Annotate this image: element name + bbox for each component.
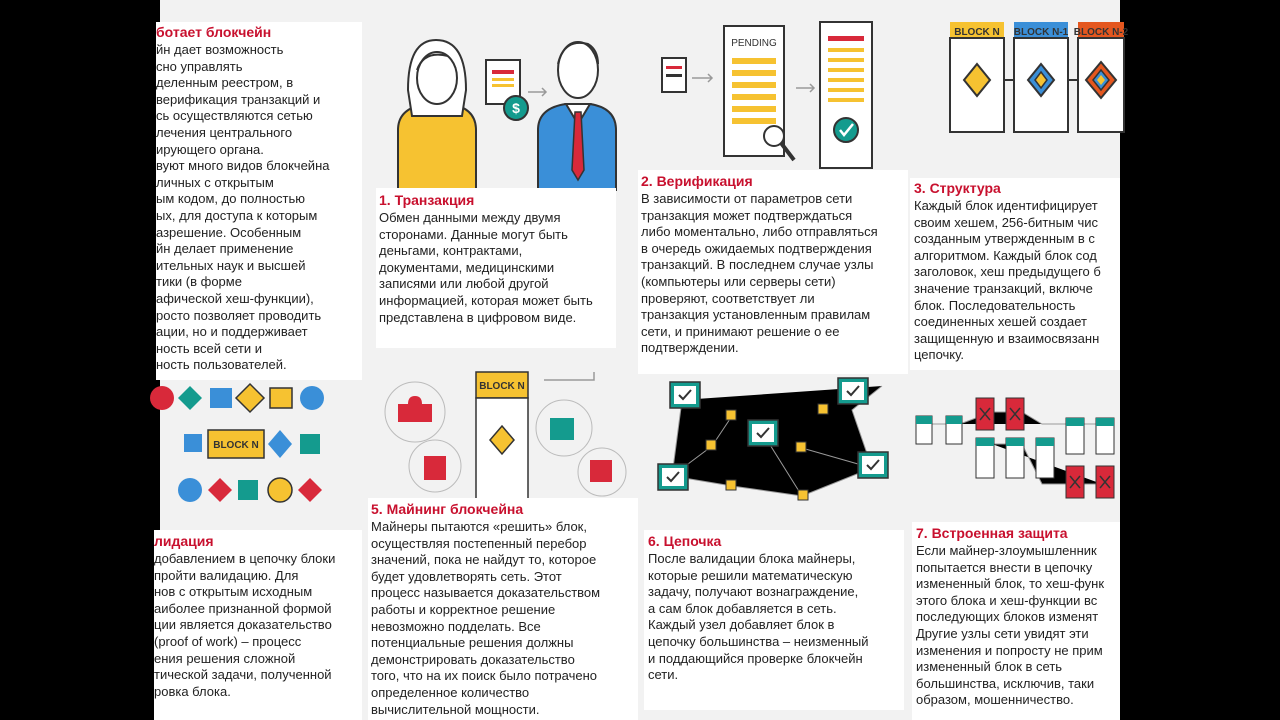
step4-line: тической задачи, полученной — [154, 667, 332, 683]
chain-block — [1096, 418, 1114, 454]
step7-line: образом, мошенничество. — [916, 692, 1074, 708]
intro-line: йн делает применение — [156, 241, 294, 257]
step7-line: изменения и попросту не прим — [916, 642, 1103, 658]
intro-line: афической хеш-функции), — [156, 290, 314, 306]
step1-line: деньгами, контрактами, — [379, 243, 523, 259]
step5-line: вычислительной мощности. — [371, 701, 540, 717]
step2-line: транзакций. В последнем случае узлы — [641, 257, 874, 273]
step7-line: Если майнер-злоумышленник — [916, 543, 1097, 558]
step2-line: проверяют, соответствует ли — [641, 290, 815, 306]
step1-line: документами, медицинскими — [379, 259, 555, 275]
tampered-block — [1006, 398, 1024, 430]
step4-line: ровка блока. — [154, 683, 231, 699]
transaction-illustration — [378, 20, 618, 190]
step4-line: аиболее признанной формой — [154, 600, 332, 616]
intro-line: ации, но и поддерживает — [156, 324, 308, 340]
step2-line: транзакция установленным правилам — [641, 307, 871, 323]
intro-title: ботает блокчейн — [156, 24, 272, 40]
block-n-mining-label: BLOCK N — [479, 381, 525, 392]
intro-text — [156, 42, 329, 374]
step3-line: значение транзакций, включе — [914, 280, 1093, 296]
infographic-slide — [154, 0, 1129, 720]
intro-line: сь осуществляются сетью — [156, 108, 313, 124]
step3-line: алгоритмом. Каждый блок сод — [914, 247, 1097, 263]
step7-line: последующих блоков изменят — [916, 609, 1099, 625]
intro-line: тики (в форме — [156, 274, 242, 290]
chain-block — [1036, 438, 1054, 478]
step3-line: цепочку. — [914, 347, 964, 363]
step5-line: Майнеры пытаются «решить» блок, — [371, 519, 587, 534]
step7-line: попытается внести в цепочку — [916, 559, 1093, 575]
step1-line: записями или любой другой — [379, 276, 549, 292]
chain-block — [976, 438, 994, 478]
intro-line: ирующего органа. — [156, 141, 264, 157]
step2-title: 2. Верификация — [641, 173, 753, 189]
step3-panel — [910, 178, 1120, 370]
step4-line: ции является доказательство — [154, 617, 332, 633]
step6-line: и поддающийся проверке блокчейн — [648, 650, 863, 666]
step1-panel — [376, 188, 616, 348]
step3-line: соединенных хешей создает — [914, 314, 1087, 330]
step5-line: процесс называется доказательством — [371, 585, 601, 601]
step3-title: 3. Структура — [914, 180, 1001, 196]
intro-line: лечения центрального — [156, 124, 293, 140]
step2-line: в очередь ожидаемых подтверждения — [641, 240, 872, 256]
intro-line: ность всей сети и — [156, 340, 262, 356]
network-node — [670, 382, 700, 408]
step6-line: которые решили математическую — [648, 567, 853, 583]
step3-line: блок. Последовательность — [914, 297, 1076, 313]
block-n2-label: BLOCK N-2 — [1073, 27, 1129, 38]
block-n-validation-label: BLOCK N — [213, 440, 259, 451]
intro-line: росто позволяет проводить — [156, 307, 322, 323]
step3-line: защищенную и взаимосвязанн — [914, 330, 1100, 346]
step1-title: 1. Транзакция — [379, 192, 475, 208]
chain-block — [916, 416, 932, 444]
tampered-block — [1096, 466, 1114, 498]
step6-line: а сам блок добавляется в сеть. — [648, 600, 837, 616]
step2-line: транзакция может подтверждаться — [641, 207, 853, 223]
tampered-block — [1066, 466, 1084, 498]
step5-panel — [368, 498, 638, 720]
chain-block — [946, 416, 962, 444]
intro-line: ительных наук и высшей — [156, 257, 306, 273]
block-n-label: BLOCK N — [954, 27, 1000, 38]
step1-line: представлена в цифровом виде. — [379, 309, 577, 325]
intro-line: деленным реестром, в — [156, 75, 294, 91]
mining-illustration — [380, 372, 620, 502]
chain-block — [1006, 438, 1024, 478]
step7-line: этого блока и хеш-функции вс — [916, 592, 1098, 608]
step6-text — [648, 551, 869, 684]
step6-line: сети. — [648, 667, 679, 683]
intro-line: личных с открытым — [156, 174, 274, 190]
step3-line: своим хешем, 256-битным чис — [914, 214, 1098, 230]
step1-text — [379, 210, 593, 326]
validation-illustration — [160, 380, 330, 520]
step7-line: большинства, исключив, таки — [916, 675, 1095, 691]
pending-label: PENDING — [731, 38, 777, 49]
step2-text — [641, 191, 878, 357]
network-node — [658, 464, 688, 490]
step6-line: Каждый узел добавляет блок в — [648, 617, 835, 633]
step5-line: потенциальные решения должны — [371, 635, 574, 651]
step4-line: добавлением в цепочку блоки — [154, 551, 336, 566]
step7-line: измененный блок в сеть — [916, 659, 1063, 675]
step7-title: 7. Встроенная защита — [916, 525, 1068, 541]
intro-line: вуют много видов блокчейна — [156, 158, 330, 174]
intro-line: ым кодом, до полностью — [156, 191, 306, 207]
step6-title: 6. Цепочка — [648, 533, 722, 549]
step4-panel — [154, 530, 362, 720]
chain-block — [1066, 418, 1084, 454]
intro-line: ых, для доступа к которым — [156, 207, 318, 223]
step3-line: созданным утвержденным в с — [914, 231, 1095, 247]
network-node — [748, 420, 778, 446]
step5-line: значений, пока не найдут то, которое — [371, 552, 597, 568]
step2-line: подтверждении. — [641, 340, 739, 356]
step4-line: ения решения сложной — [154, 650, 296, 666]
intro-line: ность пользователей. — [156, 357, 287, 373]
step6-line: задачу, получают вознаграждение, — [648, 584, 859, 600]
step5-title: 5. Майнинг блокчейна — [371, 501, 524, 517]
step6-line: цепочку большинства – неизменный — [648, 633, 869, 649]
step5-text — [371, 519, 600, 718]
structure-illustration — [944, 20, 1129, 170]
step2-line: сети, и принимают решение о ее — [641, 323, 840, 339]
step2-line: В зависимости от параметров сети — [641, 191, 853, 206]
step5-line: того, что на их поиск было потрачено — [371, 668, 597, 684]
step4-line: нов с открытым исходным — [154, 584, 313, 600]
chain-network-illustration — [652, 376, 902, 506]
step3-text — [914, 198, 1101, 364]
step3-line: заголовок, хеш предыдущего б — [914, 264, 1101, 280]
step1-line: Обмен данными между двумя — [379, 210, 561, 225]
step4-text — [154, 551, 335, 700]
step6-panel — [644, 530, 904, 710]
intro-line: азрешение. Особенным — [156, 224, 302, 240]
step4-line: (proof of work) – процесс — [154, 633, 302, 649]
protection-illustration — [912, 394, 1120, 504]
step5-line: работы и корректное решение — [371, 601, 556, 617]
step5-line: определенное количество — [371, 684, 530, 700]
tampered-block — [976, 398, 994, 430]
intro-panel — [156, 22, 362, 380]
intro-line: йн дает возможность — [156, 42, 284, 57]
step7-text — [916, 543, 1104, 709]
network-node — [838, 378, 868, 404]
step5-line: невозможно подделать. Все — [371, 618, 541, 634]
verification-illustration — [652, 18, 877, 178]
step2-line: (компьютеры или серверы сети) — [641, 273, 836, 289]
step7-line: измененный блок, то хеш-функ — [916, 576, 1105, 592]
step7-line: Другие узлы сети увидят эти — [916, 625, 1089, 641]
dollar-symbol: $ — [512, 100, 520, 116]
step3-line: Каждый блок идентифицирует — [914, 198, 1098, 213]
step5-line: осуществляя постепенный перебор — [371, 535, 587, 551]
step4-title: лидация — [154, 533, 214, 549]
step1-line: информацией, которая может быть — [379, 292, 593, 308]
step7-panel — [912, 522, 1120, 720]
intro-line: сно управлять — [156, 58, 243, 74]
network-node — [858, 452, 888, 478]
block-n1-label: BLOCK N-1 — [1013, 27, 1069, 38]
intro-line: верификация транзакций и — [156, 91, 321, 107]
step5-line: будет удовлетворять сеть. Этот — [371, 568, 562, 584]
step2-panel — [638, 170, 908, 374]
step5-line: демонстрировать доказательство — [371, 651, 575, 667]
step4-line: пройти валидацию. Для — [154, 567, 299, 583]
step1-line: сторонами. Данные могут быть — [379, 226, 568, 242]
step6-line: После валидации блока майнеры, — [648, 551, 856, 566]
step2-line: либо моментально, либо отправляться — [641, 224, 878, 240]
